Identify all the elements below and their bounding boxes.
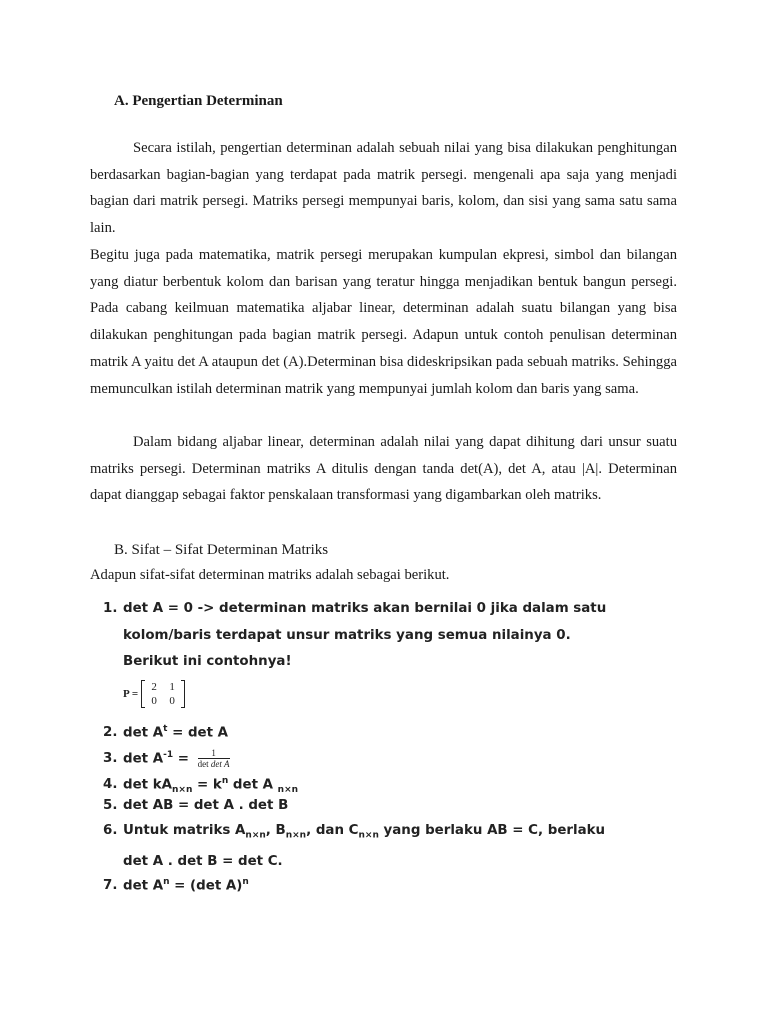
- fraction-numerator: 1: [198, 748, 230, 759]
- matrix-cell: 2: [151, 681, 157, 693]
- example-matrix-p: [123, 680, 185, 708]
- property-2-text-end: = det A: [167, 725, 229, 741]
- property-7-text-end: = (det A): [169, 878, 243, 894]
- property-6-line-2: det A . det B = det C.: [123, 854, 283, 870]
- section-a-heading: A. Pengertian Determinan: [114, 93, 283, 109]
- property-1-line-3: Berikut ini contohnya!: [123, 654, 292, 670]
- section-b-heading: B. Sifat – Sifat Determinan Matriks: [114, 542, 329, 558]
- property-number: 6.: [103, 823, 118, 838]
- matrix-label: P =: [123, 688, 139, 700]
- property-number: 2.: [103, 725, 118, 741]
- property-3-equals: =: [173, 751, 189, 767]
- subscript: n×n: [245, 830, 266, 841]
- property-6-text-d: yang berlaku AB = C, berlaku: [378, 823, 606, 838]
- property-7: [103, 869, 663, 900]
- property-5-text: det AB = det A . det B: [123, 798, 289, 813]
- property-6: [103, 818, 663, 876]
- section-a-paragraph-1: Secara istilah, pengertian determinan adalah sebuah nilai yang bisa dilakukan penghitungan berdasarkan bagian-bagian yang terdapat pada matrik persegi. mengenali apa saja yang menjadi bagian dari matrik persegi. Matriks persegi mempunyai baris, kolom, dan sisi yang sama satu sama lain.: [90, 140, 677, 237]
- property-number: 4.: [103, 777, 118, 793]
- subscript: n×n: [277, 785, 299, 796]
- superscript: n: [221, 776, 229, 786]
- property-number: 1.: [103, 601, 118, 616]
- property-2-text: det A: [123, 725, 164, 741]
- property-4-text-mid: = k: [192, 777, 222, 793]
- matrix-cell: 1: [169, 681, 175, 693]
- section-b-intro: Adapun sifat-sifat determinan matriks adalah sebagai berikut.: [90, 567, 450, 583]
- superscript: -1: [163, 750, 174, 760]
- matrix-grid: [141, 680, 185, 708]
- property-1-line-1: det A = 0 -> determinan matriks akan bernilai 0 jika dalam satu: [123, 601, 607, 616]
- property-number: 3.: [103, 751, 118, 767]
- property-4-text-end: det A: [228, 777, 278, 793]
- superscript: n: [242, 877, 249, 887]
- superscript: n: [163, 877, 170, 887]
- subscript: n×n: [358, 830, 379, 841]
- property-3-text: det A: [123, 751, 164, 767]
- property-1-line-2: kolom/baris terdapat unsur matriks yang semua nilainya 0.: [123, 627, 571, 643]
- property-1: [103, 596, 663, 676]
- matrix-cell: 0: [151, 695, 157, 707]
- property-4-text: det kA: [123, 777, 172, 793]
- subscript: n×n: [285, 830, 307, 841]
- property-6-text: Untuk matriks A: [123, 823, 246, 838]
- property-number: 7.: [103, 878, 118, 894]
- property-6-text-b: , B: [265, 823, 286, 838]
- property-number: 5.: [103, 798, 118, 813]
- denominator-det-a: det A: [210, 758, 230, 769]
- property-6-text-c: , dan C: [306, 823, 359, 838]
- matrix-cell: 0: [169, 695, 175, 707]
- section-a-paragraph-3: Dalam bidang aljabar linear, determinan adalah nilai yang dapat dihitung dari unsur suatu matriks persegi. Determinan matriks A ditulis dengan tanda det(A), det A, atau |A|. Determinan dapat dianggap sebagai faktor penskalaan transformasi yang digambarkan oleh matriks.: [90, 434, 677, 504]
- denominator-det: det: [197, 758, 211, 769]
- superscript: t: [163, 724, 168, 734]
- section-a-paragraph-2: Begitu juga pada matematika, matrik persegi merupakan kumpulan ekpresi, simbol dan bilangan yang diatur berbentuk kolom dan barisan yang teratur hingga menjadikan bentuk bangun persegi. Pada cabang keilmuan matematika aljabar linear, determinan adalah suatu bilangan yang bisa dilakukan penghitungan pada bagian matrik persegi. Adapun untuk contoh penulisan determinan matrik A yaitu det A ataupun det (A).Determinan bisa dideskripsikan pada sebuah matriks. Sehingga memunculkan istilah determinan matrik yang mempunyai jumlah kolom dan baris yang sama.: [90, 247, 677, 397]
- property-5: [103, 793, 663, 820]
- property-7-text: det A: [123, 878, 164, 894]
- fraction: [198, 748, 230, 769]
- subscript: n×n: [172, 785, 193, 796]
